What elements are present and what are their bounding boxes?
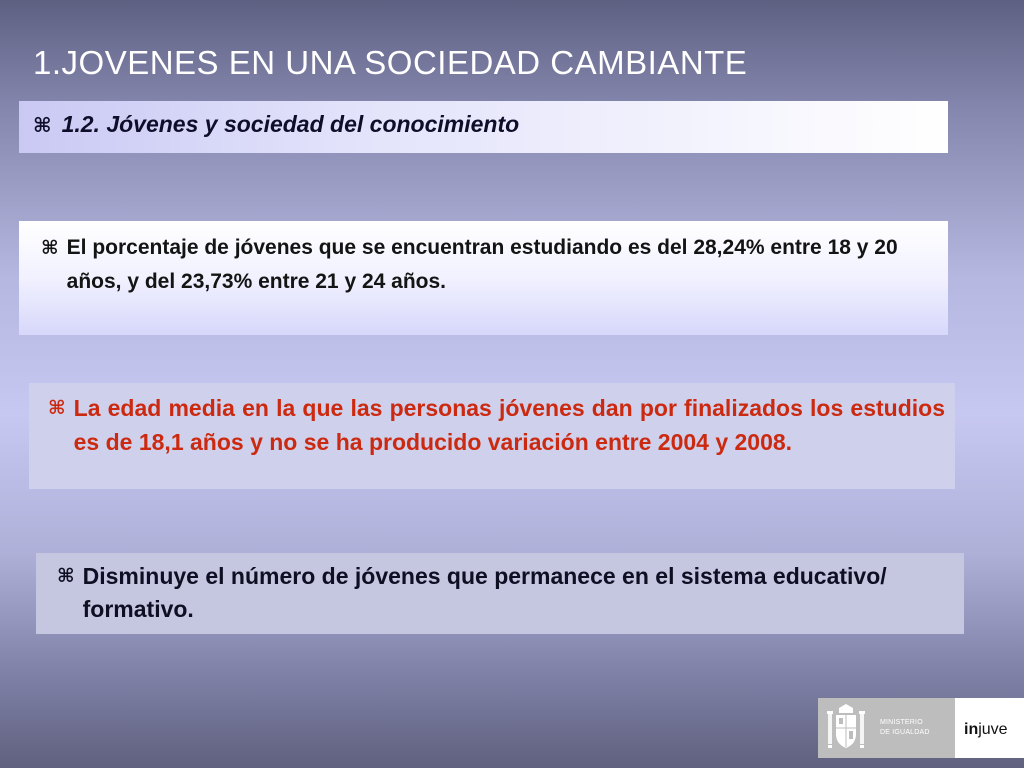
bullet-point xyxy=(41,231,936,299)
subtitle-row xyxy=(33,111,519,138)
subtitle-text: 1.2. Jóvenes y sociedad del conocimiento xyxy=(61,111,520,137)
command-bullet-icon: ⌘ xyxy=(48,397,66,419)
ministry-logo xyxy=(818,698,955,758)
point-text: Disminuye el número de jóvenes que permanece en el sistema educativo/ formativo. xyxy=(82,563,887,622)
subtitle-banner xyxy=(19,101,948,153)
injuve-wordmark-bold: in xyxy=(964,721,979,738)
point-box-education-decline xyxy=(36,553,964,634)
point-text: El porcentaje de jóvenes que se encuentran estudiando es del 28,24% entre 18 y 20 años, y del 23,73% entre 21 y 24 años. xyxy=(66,236,898,293)
command-bullet-icon: ⌘ xyxy=(57,565,75,587)
footer-logos xyxy=(818,698,1024,758)
slide-title: 1.JOVENES EN UNA SOCIEDAD CAMBIANTE xyxy=(33,44,748,81)
command-bullet-icon: ⌘ xyxy=(33,113,52,137)
point-box-students-percentage xyxy=(19,221,948,335)
ministry-name xyxy=(880,718,930,738)
ministry-line-1: MINISTERIO xyxy=(880,719,923,726)
injuve-wordmark xyxy=(964,721,1008,739)
bullet-point xyxy=(57,560,947,626)
injuve-logo xyxy=(955,698,1024,758)
point-text: La edad media en la que las personas jóvenes dan por finalizados los estudios es de 18,1 años y no se ha producido variación entre 2004 y 2008. xyxy=(73,395,945,455)
command-bullet-icon: ⌘ xyxy=(41,237,59,259)
bullet-point xyxy=(48,391,945,459)
injuve-wordmark-rest: juve xyxy=(978,721,1008,738)
coat-of-arms-icon xyxy=(826,704,866,752)
ministry-line-2: DE IGUALDAD xyxy=(880,729,930,736)
point-box-average-age xyxy=(29,383,955,489)
